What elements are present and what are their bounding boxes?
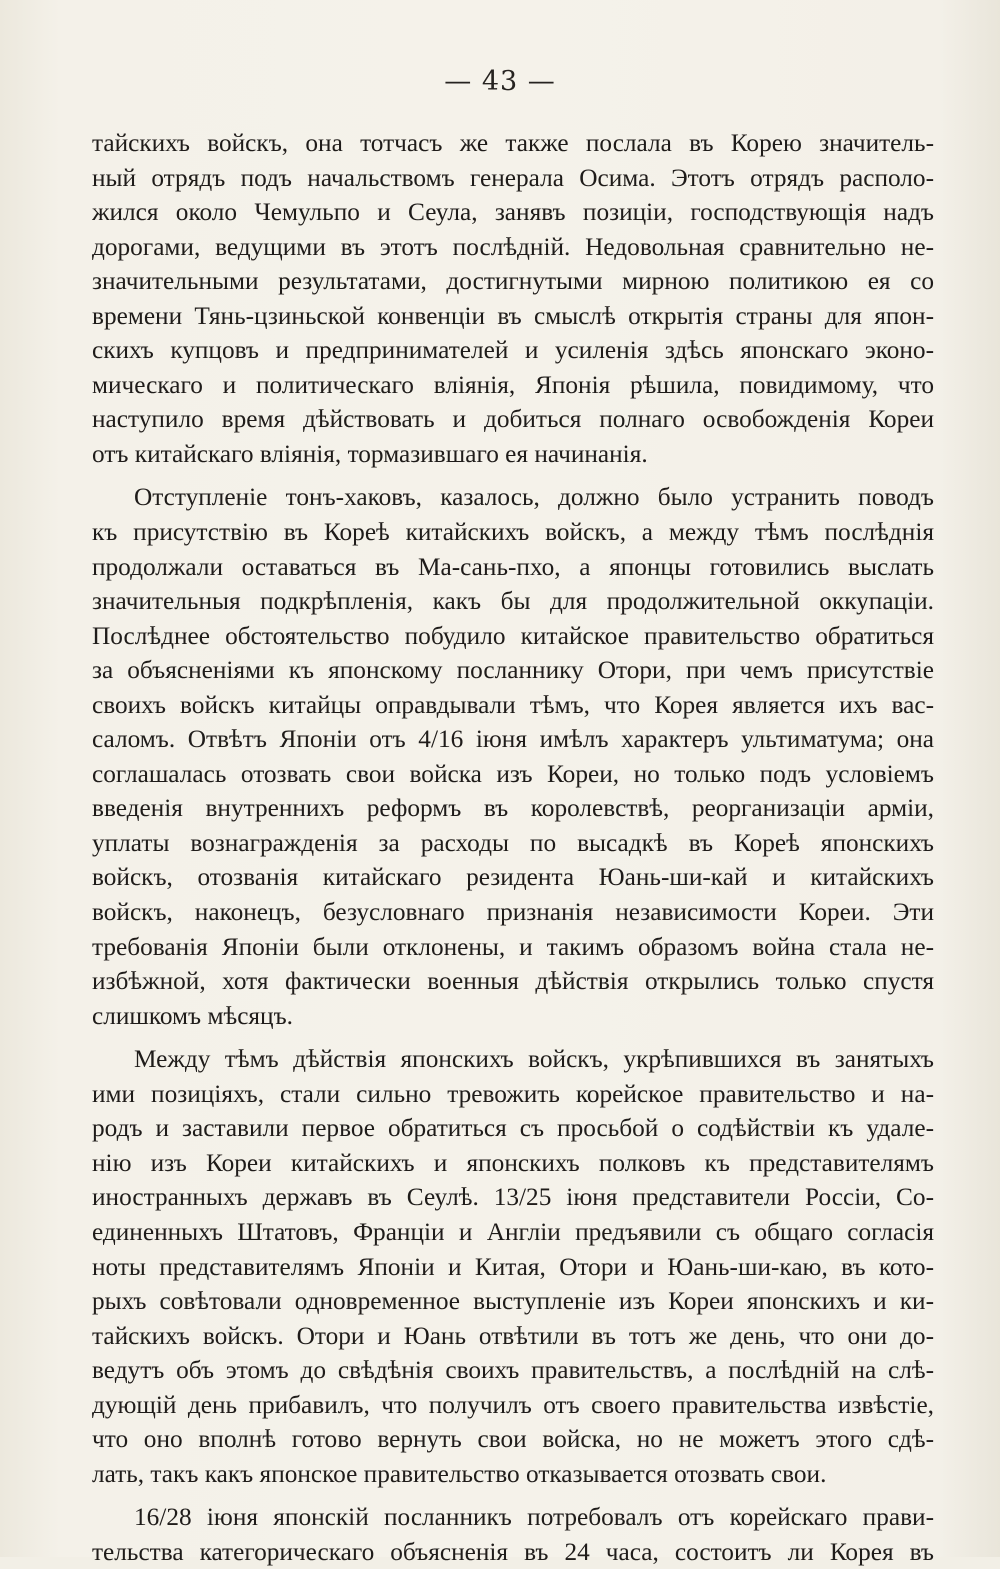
paragraph-2 <box>92 480 934 1033</box>
text-line: слишкомъ мѣсяцъ. <box>92 1001 294 1030</box>
text-line: войскъ, отозванія китайскаго резидента Юань-ши-кай и китайскихъ <box>92 863 934 892</box>
body-text <box>92 126 934 1569</box>
text-line: отъ китайскаго вліянія, тормазившаго ея начинанія. <box>92 439 648 468</box>
page-number: — 43 — <box>444 66 556 97</box>
paragraph-1 <box>92 126 934 471</box>
text-line: жился около Чемульпо и Сеула, занявъ позиціи, господствующія надъ <box>92 198 934 227</box>
text-line: наступило время дѣйствовать и добиться полнаго освобожденія Кореи <box>92 405 934 434</box>
text-line: что оно вполнѣ готово вернуть свои войска, но не можетъ этого сдѣ- <box>92 1425 934 1454</box>
text-line: мическаго и политическаго вліянія, Японія рѣшила, повидимому, что <box>92 370 934 399</box>
text-line: 16/28 іюня японскій посланникъ потребовалъ отъ корейскаго прави- <box>134 1503 934 1532</box>
text-line: лать, такъ какъ японское правительство отказывается отозвать свои. <box>92 1459 827 1488</box>
text-line: уплаты вознагражденія за расходы по высадкѣ въ Кореѣ японскихъ <box>92 828 934 857</box>
text-line: соглашалась отозвать свои войска изъ Кореи, но только подъ условіемъ <box>92 759 934 788</box>
text-line: къ присутствію въ Кореѣ китайскихъ войскъ, а между тѣмъ послѣднія <box>92 518 934 547</box>
text-line: ный отрядъ подъ начальствомъ генерала Осима. Этотъ отрядъ располо- <box>92 163 934 192</box>
text-line: избѣжной, хотя фактически военныя дѣйствія открылись только спустя <box>92 967 934 996</box>
text-line: Между тѣмъ дѣйствія японскихъ войскъ, укрѣпившихся въ занятыхъ <box>134 1045 934 1074</box>
text-line: своихъ войскъ китайцы оправдывали тѣмъ, что Корея является ихъ вас- <box>92 690 934 719</box>
text-line: ими позиціяхъ, стали сильно тревожить корейское правительство и на- <box>92 1079 934 1108</box>
text-line: тайскихъ войскъ. Отори и Юань отвѣтили въ тотъ же день, что они до- <box>92 1321 934 1350</box>
text-line: рыхъ совѣтовали одновременное выступленіе изъ Кореи японскихъ и ки- <box>92 1287 934 1316</box>
text-line: значительными результатами, достигнутыми мирною политикою ея со <box>92 267 934 296</box>
text-line: дующій день прибавилъ, что получилъ отъ своего правительства извѣстіе, <box>92 1390 934 1419</box>
paragraph-4 <box>92 1500 934 1569</box>
text-line: нію изъ Кореи китайскихъ и японскихъ полковъ къ представителямъ <box>92 1148 934 1177</box>
text-line: скихъ купцовъ и предпринимателей и усиленія здѣсь японскаго эконо- <box>92 336 934 365</box>
text-line: тельства категорическаго объясненія въ 24 часа, состоитъ ли Корея въ <box>92 1537 934 1566</box>
text-line: ведутъ объ этомъ до свѣдѣнія своихъ правительствъ, а послѣдній на слѣ- <box>92 1356 934 1385</box>
text-line: родъ и заставили первое обратиться съ просьбой о содѣйствіи къ удале- <box>92 1114 934 1143</box>
text-line: ноты представителямъ Японіи и Китая, Отори и Юань-ши-каю, въ кото- <box>92 1252 934 1281</box>
text-line: саломъ. Отвѣтъ Японіи отъ 4/16 іюня имѣлъ характеръ ультиматума; она <box>92 725 934 754</box>
text-line: времени Тянь-цзиньской конвенціи въ смыслѣ открытія страны для япон- <box>92 301 934 330</box>
text-line: введенія внутреннихъ реформъ въ королевствѣ, реорганизаціи арміи, <box>92 794 934 823</box>
text-line: иностранныхъ державъ въ Сеулѣ. 13/25 іюня представители Россіи, Со- <box>92 1183 934 1212</box>
text-line: тайскихъ войскъ, она тотчасъ же также послала въ Корею значитель- <box>92 129 934 157</box>
text-line: войскъ, наконецъ, безусловнаго признанія независимости Кореи. Эти <box>92 898 934 927</box>
text-line: Отступленіе тонъ-хаковъ, казалось, должно было устранить поводъ <box>134 483 934 512</box>
text-line: требованія Японіи были отклонены, и такимъ образомъ война стала не- <box>92 932 934 961</box>
text-line: Послѣднее обстоятельство побудило китайское правительство обратиться <box>92 621 934 650</box>
text-line: за объясненіями къ японскому посланнику Отори, при чемъ присутствіе <box>92 656 934 685</box>
paragraph-3 <box>92 1042 934 1491</box>
text-line: значительныя подкрѣпленія, какъ бы для продолжительной оккупаціи. <box>92 587 934 616</box>
text-line: продолжали оставаться въ Ма-сань-пхо, а японцы готовились выслать <box>92 552 934 581</box>
text-line: единенныхъ Штатовъ, Франціи и Англіи предъявили съ общаго согласія <box>92 1217 934 1246</box>
text-line: дорогами, ведущими въ этотъ послѣдній. Недовольная сравнительно не- <box>92 232 934 261</box>
